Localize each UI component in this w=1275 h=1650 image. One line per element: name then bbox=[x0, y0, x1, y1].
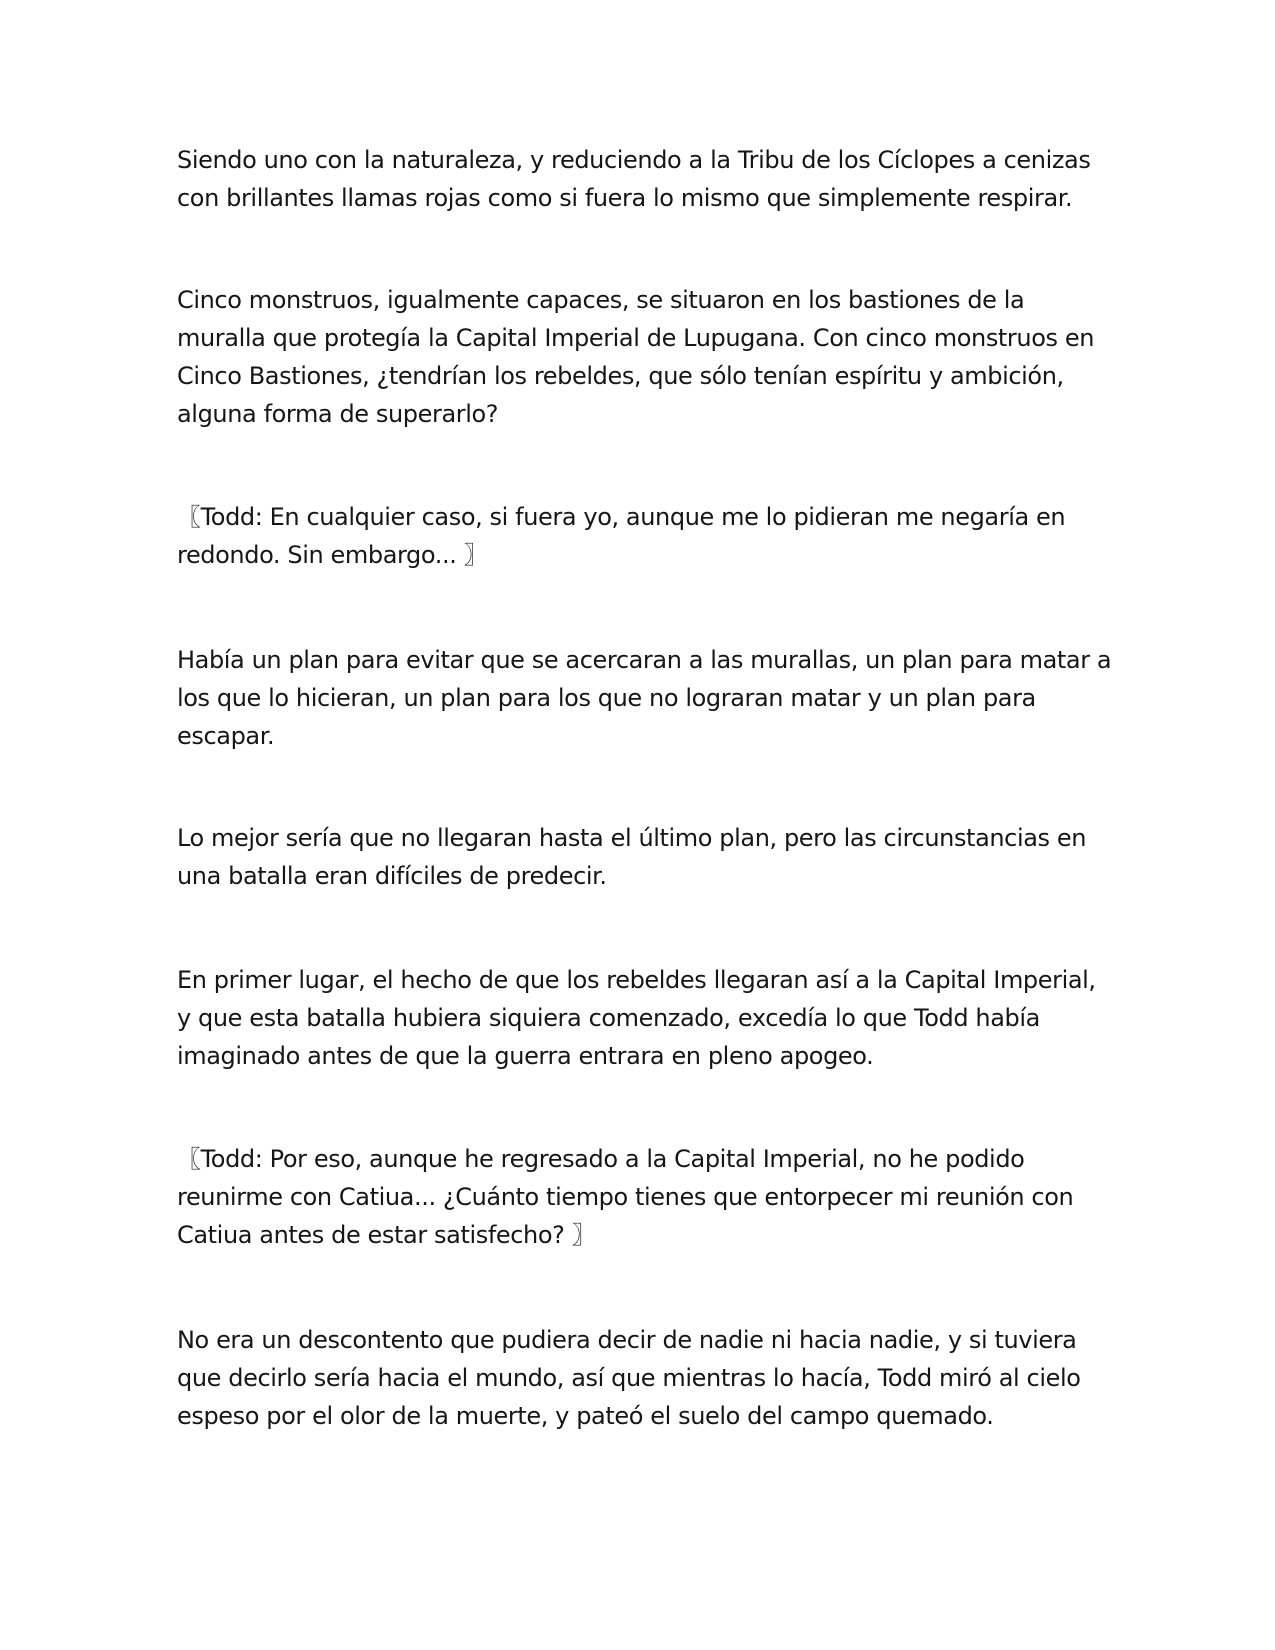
paragraph-5: En primer lugar, el hecho de que los rebeldes llegaran así a la Capital Imperial, y que esta batalla hubiera siquiera comenzado, excedía lo que Todd había imaginado antes de que la guerra entrara en pleno apogeo. bbox=[177, 966, 1096, 1070]
paragraph-3: Había un plan para evitar que se acercaran a las murallas, un plan para matar a los que lo hicieran, un plan para los que no lograran matar y un plan para escapar. bbox=[177, 646, 1112, 750]
paragraph-1: Siendo uno con la naturaleza, y reduciendo a la Tribu de los Cíclopes a cenizas con brillantes llamas rojas como si fuera lo mismo que simplemente respirar. bbox=[177, 146, 1091, 212]
paragraph-2: Cinco monstruos, igualmente capaces, se situaron en los bastiones de la muralla que protegía la Capital Imperial de Lupugana. Con cinco monstruos en Cinco Bastiones, ¿tendrían los rebeldes, que sólo tenían espíritu y ambición, alguna forma de superarlo? bbox=[177, 286, 1095, 428]
dialogue-paragraph-2: 〖Todd: Por eso, aunque he regresado a la Capital Imperial, no he podido reunirme con Catiua... ¿Cuánto tiempo tienes que entorpecer mi reunión con Catiua antes de estar satisfecho? 〗 bbox=[177, 1145, 1074, 1249]
dialogue-paragraph-1: 〖Todd: En cualquier caso, si fuera yo, aunque me lo pidieran me negaría en redondo. Sin embargo... 〗 bbox=[177, 503, 1066, 569]
paragraph-4: Lo mejor sería que no llegaran hasta el último plan, pero las circunstancias en una batalla eran difíciles de predecir. bbox=[177, 824, 1087, 890]
paragraph-6: No era un descontento que pudiera decir de nadie ni hacia nadie, y si tuviera que decirlo sería hacia el mundo, así que mientras lo hacía, Todd miró al cielo espeso por el olor de la muerte, y pateó el suelo del campo quemado. bbox=[177, 1326, 1081, 1430]
